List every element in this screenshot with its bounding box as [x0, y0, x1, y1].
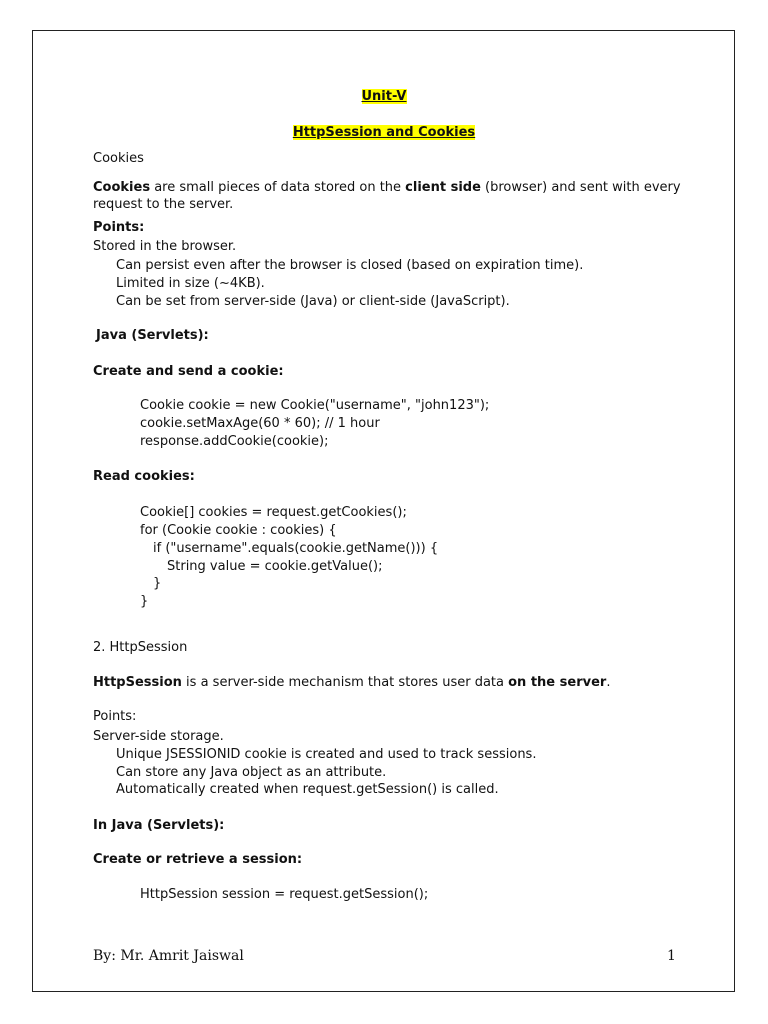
cookies-def-text: are small pieces of data stored on the [150, 180, 406, 195]
code-line: HttpSession session = request.getSession(); [140, 887, 429, 902]
topic-title: HttpSession and Cookies [292, 125, 476, 140]
code-line: cookie.setMaxAge(60 * 60); // 1 hour [140, 416, 380, 431]
code-line: Cookie cookie = new Cookie("username", "john123"); [140, 398, 490, 413]
session-points-label: Points: [93, 709, 137, 724]
cookies-def-end: (browser) and sent with every [480, 180, 681, 195]
create-session-heading: Create or retrieve a session: [93, 852, 303, 867]
cookies-definition-line1 [93, 180, 681, 196]
cookies-point: Can persist even after the browser is closed (based on expiration time). [116, 258, 584, 273]
cookies-point: Limited in size (~4KB). [116, 276, 265, 291]
code-line: Cookie[] cookies = request.getCookies(); [140, 505, 407, 520]
cookies-java-heading: Java (Servlets): [96, 328, 209, 343]
session-java-heading: In Java (Servlets): [93, 818, 225, 833]
session-heading: 2. HttpSession [93, 640, 188, 655]
session-definition [93, 675, 610, 691]
cookies-definition-line2: request to the server. [93, 197, 234, 212]
cookies-points-label: Points: [93, 220, 145, 235]
code-line: String value = cookie.getValue(); [167, 559, 383, 574]
read-cookies-heading: Read cookies: [93, 469, 195, 484]
code-line: if ("username".equals(cookie.getName())) { [153, 541, 439, 556]
session-point: Automatically created when request.getSession() is called. [116, 782, 499, 797]
code-line: } [153, 576, 162, 591]
code-line: response.addCookie(cookie); [140, 434, 329, 449]
cookies-def-client-side: client side [405, 180, 481, 195]
cookies-def-term: Cookies [93, 180, 151, 195]
session-def-end: . [606, 675, 611, 690]
session-def-term: HttpSession [93, 675, 182, 690]
create-cookie-heading: Create and send a cookie: [93, 364, 284, 379]
cookies-point: Stored in the browser. [93, 239, 237, 254]
cookies-point: Can be set from server-side (Java) or client-side (JavaScript). [116, 294, 510, 309]
session-def-text: is a server-side mechanism that stores user data [181, 675, 509, 690]
session-point: Can store any Java object as an attribute. [116, 765, 387, 780]
code-line: } [140, 594, 149, 609]
topic-title-line [0, 125, 768, 141]
footer-author: By: Mr. Amrit Jaiswal [93, 948, 244, 964]
session-def-on-server: on the server [508, 675, 607, 690]
session-point: Unique JSESSIONID cookie is created and used to track sessions. [116, 747, 537, 762]
cookies-heading: Cookies [93, 151, 144, 166]
page-number: 1 [667, 948, 676, 964]
unit-title: Unit-V [361, 89, 407, 104]
unit-title-line [0, 89, 768, 105]
code-line: for (Cookie cookie : cookies) { [140, 523, 337, 538]
session-point: Server-side storage. [93, 729, 224, 744]
